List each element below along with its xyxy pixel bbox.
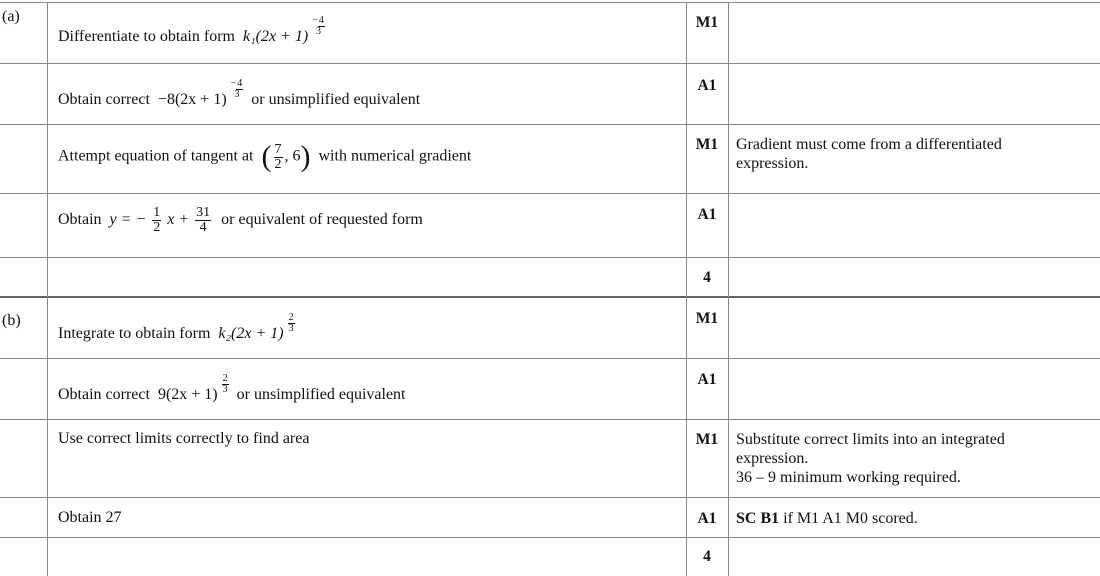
rule xyxy=(0,2,1100,3)
rule xyxy=(0,296,1100,298)
mark-cell: A1 xyxy=(697,206,717,223)
fraction: $\frac{31}{4}$ xyxy=(196,205,211,235)
part-total: 4 xyxy=(703,548,711,565)
row-a3-description: Attempt equation of tangent at ( $\frac{7}{2}$ , 6) with numerical gradient xyxy=(58,140,472,173)
row-a2-description: Obtain correct −8(2x + 1) −4 3 or unsimplified equivalent xyxy=(58,78,421,108)
rule xyxy=(0,537,1100,538)
mark-cell: M1 xyxy=(695,310,719,327)
fraction: $\frac{7}{2}$ xyxy=(274,141,282,172)
exponent: −4 3 xyxy=(230,78,243,100)
mark-cell: M1 xyxy=(695,14,719,31)
column-divider xyxy=(686,2,687,576)
guidance-note: Substitute correct limits into an integrated expression. 36 – 9 minimum working required. xyxy=(736,431,1005,486)
mark-cell: M1 xyxy=(695,136,719,153)
row-b4-description: Obtain 27 xyxy=(58,509,122,526)
fraction: $\frac{1}{2}$ xyxy=(153,205,161,235)
mark-cell: M1 xyxy=(695,431,719,448)
part-label: (a) xyxy=(2,8,20,25)
mark-cell: A1 xyxy=(697,77,717,94)
row-b2-description: Obtain correct 9(2x + 1) $\frac{2}{3}$ or unsimplified equivalent xyxy=(58,373,406,403)
exponent: $\frac{2}{3}$ xyxy=(288,312,294,334)
guidance-note: Gradient must come from a differentiated expression. xyxy=(736,136,1002,172)
mark-cell: A1 xyxy=(697,510,717,527)
row-b1-description: Integrate to obtain form k₂(2x + 1) $\frac{2}{3}$ xyxy=(58,312,294,342)
exponent: −4 3 xyxy=(312,15,324,37)
guidance-note: SC B1 if M1 A1 M0 scored. xyxy=(736,510,918,527)
column-divider xyxy=(47,2,48,576)
rule xyxy=(0,419,1100,420)
row-a4-description: Obtain y = − $\frac{1}{2}$ x + $\frac{31}{4}$ or equivalent of requested form xyxy=(58,205,423,235)
rule xyxy=(0,257,1100,258)
row-b3-description: Use correct limits correctly to find area xyxy=(58,430,310,447)
exponent: $\frac{2}{3}$ xyxy=(222,373,228,395)
rule xyxy=(0,497,1100,498)
rule xyxy=(0,193,1100,194)
mark-cell: A1 xyxy=(697,371,717,388)
part-label: (b) xyxy=(2,312,21,329)
column-divider xyxy=(728,2,729,576)
part-total: 4 xyxy=(703,269,711,286)
rule xyxy=(0,63,1100,64)
row-a1-description: Differentiate to obtain form k₁(2x + 1) −4 3 xyxy=(58,15,324,45)
rule xyxy=(0,124,1100,125)
rule xyxy=(0,358,1100,359)
